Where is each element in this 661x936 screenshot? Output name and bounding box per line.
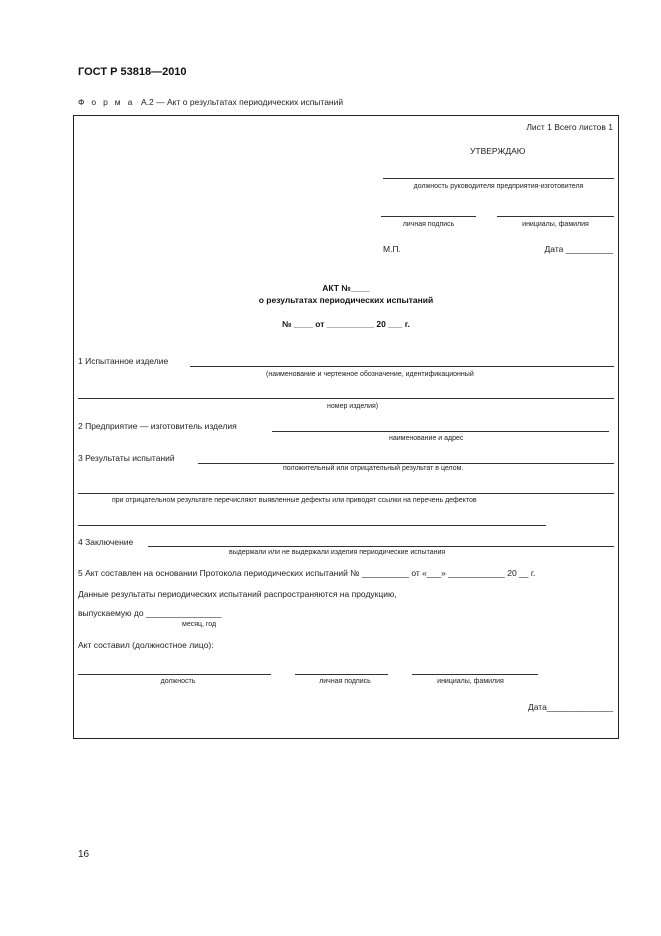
item5-text: 5 Акт составлен на основании Протокола периодических испытаний № __________ от «___» ____________ 20 __ г. (78, 568, 536, 578)
act-title: АКТ №____ (322, 283, 370, 293)
produced-until: выпускаемую до ________________ (78, 608, 222, 618)
item1-label: 1 Испытанное изделие (78, 356, 169, 366)
item3-line-2 (78, 493, 614, 494)
form-caption (78, 97, 343, 107)
item3-line (198, 463, 614, 464)
item2-line (272, 431, 609, 432)
position-line (383, 178, 614, 179)
page-number: 16 (78, 849, 90, 860)
item4-line (148, 546, 614, 547)
item1-line (190, 366, 614, 367)
act-subtitle: о результатах периодических испытаний (258, 295, 434, 305)
bottom-signature-caption: личная подпись (319, 678, 371, 685)
item4-label: 4 Заключение (78, 537, 134, 547)
compiled-by: Акт составил (должностное лицо): (78, 640, 214, 650)
bottom-signature-line (295, 674, 388, 675)
item3-line-3 (78, 525, 546, 526)
bottom-initials-line (412, 674, 538, 675)
bottom-date: Дата______________ (527, 702, 613, 712)
bottom-position-line (78, 674, 271, 675)
item3-label: 3 Результаты испытаний (78, 453, 175, 463)
item1-line-2 (78, 398, 614, 399)
act-number: № ____ от __________ 20 ___ г. (282, 319, 410, 329)
item1-caption-b: номер изделия) (327, 403, 379, 410)
item1-caption-a: (наименование и чертежное обозначение, идентификационный (266, 371, 474, 378)
sheet-info: Лист 1 Всего листов 1 (526, 122, 613, 132)
item2-label: 2 Предприятие — изготовитель изделия (78, 421, 237, 431)
standard-header: ГОСТ Р 53818—2010 (78, 66, 187, 78)
approve-label: УТВЕРЖДАЮ (470, 146, 526, 156)
extension-text: Данные результаты периодических испытаний распространяются на продукцию, (78, 589, 397, 599)
item4-caption: выдержали или не выдержали изделия периодические испытания (229, 549, 446, 556)
signature-line (381, 216, 476, 217)
initials-line (497, 216, 614, 217)
month-year-caption: месяц, год (182, 621, 217, 628)
initials-caption: инициалы, фамилия (522, 221, 589, 228)
stamp-mark: М.П. (383, 244, 401, 254)
item3-caption-b: при отрицательном результате перечисляют выявленные дефекты или приводят ссылки на перечень дефектов (112, 497, 477, 504)
item2-caption: наименование и адрес (389, 435, 464, 442)
approve-date: Дата __________ (544, 244, 613, 254)
form-title: А.2 — Акт о результатах периодических испытаний (141, 97, 344, 107)
position-caption: должность руководителя предприятия-изготовителя (413, 183, 584, 190)
form-word: Ф о р м а (78, 97, 135, 107)
signature-caption: личная подпись (402, 221, 455, 228)
bottom-initials-caption: инициалы, фамилия (437, 678, 504, 685)
item3-caption-a: положительный или отрицательный результат в целом. (283, 465, 464, 472)
bottom-position-caption: должность (160, 678, 196, 685)
